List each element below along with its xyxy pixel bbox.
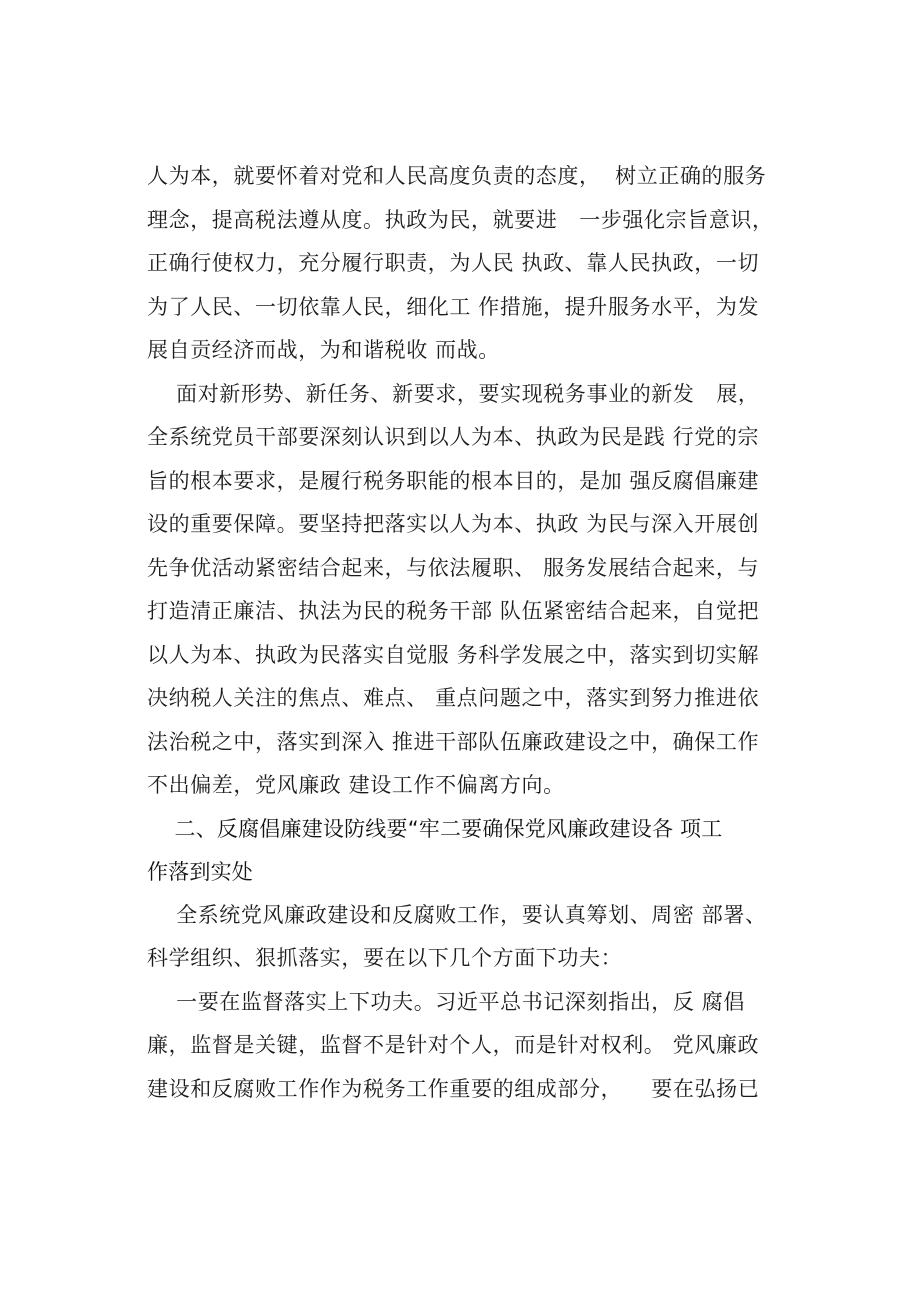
text-line: 正确行使权力，充分履行职责，为人民 执政、靠人民执政，一切 — [147, 251, 760, 275]
text-line: 建设和反腐败工作作为税务工作重要的组成部分， 要在弘扬已 — [147, 1076, 760, 1101]
heading-line: 二、反腐倡廉建设防线要“牢二要确保党风廉政建设各 项工 — [147, 816, 723, 841]
text-line: 理念，提高税法遵从度。执政为民，就要进 一步强化宗旨意识， — [147, 207, 774, 232]
text-line: 廉，监督是关键，监督不是针对个人，而是针对权利。 党风廉政 — [147, 1033, 760, 1057]
text-line: 一要在监督落实上下功夫。习近平总书记深刻指出，反 腐倡 — [147, 989, 745, 1014]
text-line: 为了人民、一切依靠人民，细化工 作措施，提升服务水平，为发 — [147, 294, 760, 319]
heading-line: 作落到实处 — [147, 859, 253, 884]
paragraph-1 — [147, 155, 807, 373]
text-line: 打造清正廉洁、执法为民的税务干部 队伍紧密结合起来，自觉把 — [147, 599, 760, 623]
text-line: 先争优活动紧密结合起来，与依法履职、 服务发展结合起来，与 — [147, 555, 760, 580]
section-heading — [147, 808, 807, 894]
text-line: 决纳税人关注的焦点、难点、 重点问题之中，落实到努力推进依 — [147, 686, 760, 710]
text-line: 展自贡经济而战，为和谐税收 而战。 — [147, 338, 500, 362]
paragraph-3 — [147, 894, 807, 981]
paragraph-4 — [147, 981, 807, 1112]
text-line: 面对新形势、新任务、新要求，要实现税务事业的新发 展， — [147, 381, 760, 406]
text-line: 旨的根本要求，是履行税务职能的根本目的，是加 强反腐倡廉建 — [147, 468, 760, 493]
text-line: 全系统党风廉政建设和反腐败工作，要认真筹划、周密 部署、 — [147, 902, 767, 927]
text-line: 人为本，就要怀着对党和人民高度负责的态度， 树立正确的服务 — [147, 164, 767, 188]
text-line: 法治税之中，落实到深入 推进干部队伍廉政建设之中，确保工作 — [147, 729, 760, 754]
paragraph-2 — [147, 373, 807, 808]
text-line: 全系统党员干部要深刻认识到以人为本、执政为民是践 行党的宗 — [147, 425, 760, 449]
text-line: 以人为本、执政为民落实自觉服 务科学发展之中，落实到切实解 — [147, 642, 760, 667]
text-line: 设的重要保障。要坚持把落实以人为本、执政 为民与深入开展创 — [147, 512, 760, 536]
text-line: 科学组织、狠抓落实，要在以下几个方面下功夫： — [147, 946, 623, 970]
text-line: 不出偏差，党风廉政 建设工作不偏离方向。 — [147, 773, 565, 797]
document-body — [147, 155, 807, 1111]
